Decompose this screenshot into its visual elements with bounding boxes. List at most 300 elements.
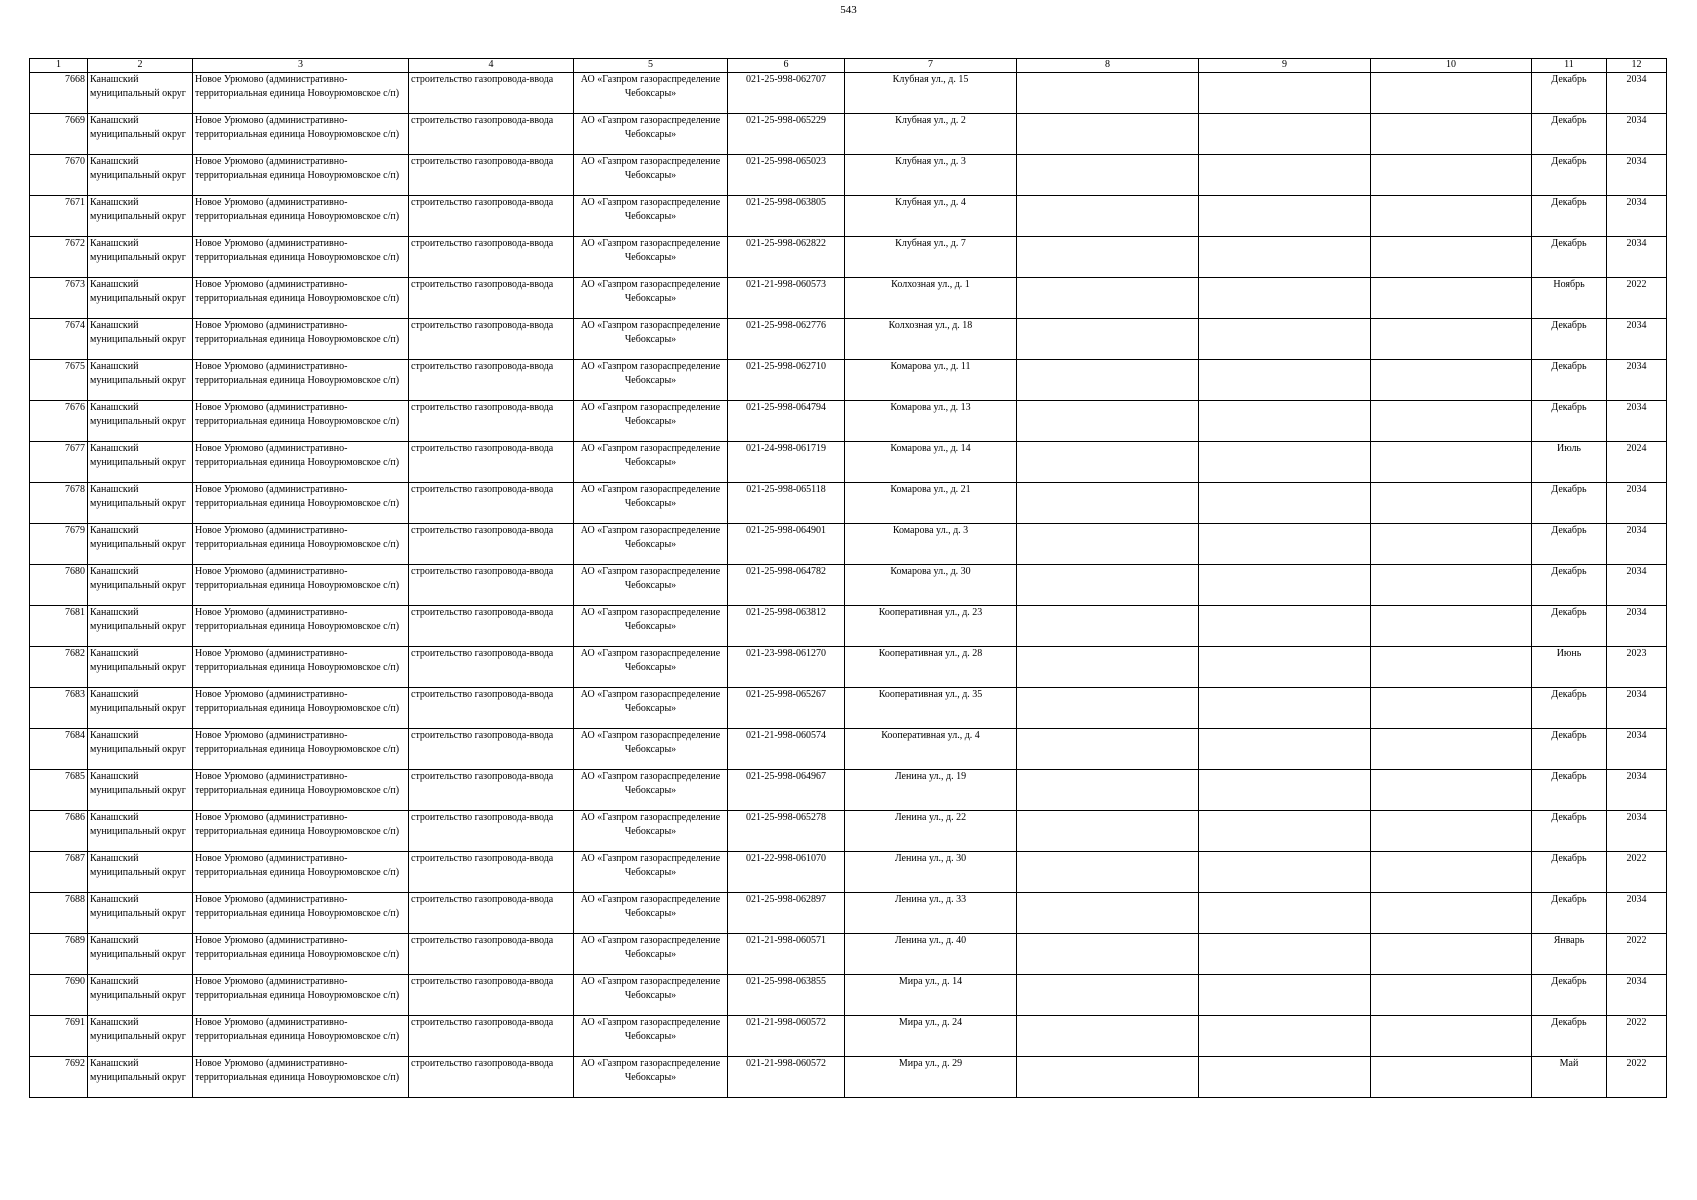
year-cell (1607, 155, 1667, 196)
address-cell (845, 606, 1017, 647)
year-cell-text: 2034 (1626, 238, 1647, 249)
row-number-cell-text: 7682 (65, 648, 85, 659)
year-cell-text: 2034 (1626, 689, 1647, 700)
row-number-cell-text: 7672 (65, 238, 85, 249)
locality-cell (193, 729, 409, 770)
object-code-cell-text: 021-25-998-065229 (746, 115, 826, 126)
work-type-cell-text: строительство газопровода-ввода (411, 1017, 554, 1028)
locality-cell (193, 196, 409, 237)
organization-cell (574, 606, 728, 647)
locality-cell-text: Новое Урюмово (административно-территориальная единица Новоурюмовское с/п) (195, 320, 400, 345)
column-number-row (30, 59, 1667, 73)
object-code-cell (728, 319, 845, 360)
district-cell-text: Канашский муниципальный округ (90, 689, 186, 714)
year-cell-text: 2022 (1626, 279, 1647, 290)
address-cell (845, 442, 1017, 483)
object-code-cell (728, 278, 845, 319)
object-code-cell (728, 114, 845, 155)
year-cell-text: 2022 (1626, 1058, 1647, 1069)
locality-cell (193, 975, 409, 1016)
row-number-cell (30, 483, 88, 524)
work-type-cell-text: строительство газопровода-ввода (411, 525, 554, 536)
column-8-cell (1017, 852, 1199, 893)
month-cell-text: Декабрь (1551, 74, 1587, 85)
month-cell (1532, 524, 1607, 565)
object-code-cell-text: 021-25-998-062776 (746, 320, 826, 331)
row-number-cell-text: 7685 (65, 771, 85, 782)
address-cell-text: Кооперативная ул., д. 4 (881, 730, 980, 741)
month-cell-text: Декабрь (1551, 402, 1587, 413)
month-cell (1532, 319, 1607, 360)
object-code-cell (728, 893, 845, 934)
month-cell-text: Декабрь (1551, 689, 1587, 700)
work-type-cell (409, 606, 574, 647)
month-cell (1532, 688, 1607, 729)
object-code-cell (728, 1057, 845, 1098)
year-cell-text: 2022 (1626, 935, 1647, 946)
address-cell (845, 73, 1017, 114)
object-code-cell (728, 647, 845, 688)
locality-cell-text: Новое Урюмово (административно-территориальная единица Новоурюмовское с/п) (195, 1058, 400, 1083)
locality-cell (193, 647, 409, 688)
work-type-cell-text: строительство газопровода-ввода (411, 279, 554, 290)
column-8-cell (1017, 155, 1199, 196)
district-cell-text: Канашский муниципальный округ (90, 607, 186, 632)
object-code-cell (728, 975, 845, 1016)
year-cell (1607, 606, 1667, 647)
locality-cell (193, 1016, 409, 1057)
month-cell (1532, 278, 1607, 319)
column-9-cell (1199, 934, 1371, 975)
object-code-cell (728, 155, 845, 196)
locality-cell-text: Новое Урюмово (административно-территориальная единица Новоурюмовское с/п) (195, 402, 400, 427)
address-cell-text: Комарова ул., д. 13 (890, 402, 971, 413)
month-cell (1532, 155, 1607, 196)
year-cell-text: 2034 (1626, 74, 1647, 85)
work-type-cell (409, 1016, 574, 1057)
table-row (30, 811, 1667, 852)
district-cell (88, 401, 193, 442)
work-type-cell (409, 688, 574, 729)
object-code-cell-text: 021-25-998-062822 (746, 238, 826, 249)
organization-cell (574, 770, 728, 811)
organization-cell (574, 688, 728, 729)
address-cell (845, 688, 1017, 729)
work-type-cell-text: строительство газопровода-ввода (411, 320, 554, 331)
locality-cell (193, 278, 409, 319)
work-type-cell-text: строительство газопровода-ввода (411, 361, 554, 372)
column-9-cell (1199, 114, 1371, 155)
object-code-cell (728, 934, 845, 975)
row-number-cell-text: 7689 (65, 935, 85, 946)
table-row (30, 360, 1667, 401)
district-cell-text: Канашский муниципальный округ (90, 812, 186, 837)
organization-cell-text: АО «Газпром газораспределение Чебоксары» (580, 320, 721, 345)
organization-cell-text: АО «Газпром газораспределение Чебоксары» (580, 771, 721, 796)
organization-cell (574, 893, 728, 934)
organization-cell-text: АО «Газпром газораспределение Чебоксары» (580, 402, 721, 427)
column-8-cell (1017, 524, 1199, 565)
column-10-cell (1371, 606, 1532, 647)
month-cell-text: Декабрь (1551, 976, 1587, 987)
row-number-cell (30, 1016, 88, 1057)
column-10-cell (1371, 934, 1532, 975)
locality-cell-text: Новое Урюмово (административно-территориальная единица Новоурюмовское с/п) (195, 976, 400, 1001)
organization-cell (574, 729, 728, 770)
column-10-cell (1371, 155, 1532, 196)
column-8-cell (1017, 73, 1199, 114)
row-number-cell (30, 401, 88, 442)
district-cell-text: Канашский муниципальный округ (90, 730, 186, 755)
row-number-cell (30, 237, 88, 278)
work-type-cell-text: строительство газопровода-ввода (411, 402, 554, 413)
month-cell-text: Ноябрь (1553, 279, 1585, 290)
row-number-cell-text: 7681 (65, 607, 85, 618)
address-cell-text: Клубная ул., д. 15 (892, 74, 969, 85)
work-type-cell-text: строительство газопровода-ввода (411, 607, 554, 618)
work-type-cell-text: строительство газопровода-ввода (411, 566, 554, 577)
work-type-cell (409, 729, 574, 770)
organization-cell (574, 565, 728, 606)
column-10-cell (1371, 114, 1532, 155)
column-9-cell (1199, 1057, 1371, 1098)
address-cell-text: Мира ул., д. 14 (898, 976, 963, 987)
object-code-cell-text: 021-24-998-061719 (746, 443, 826, 454)
table-row (30, 688, 1667, 729)
column-10-cell (1371, 196, 1532, 237)
table-row (30, 1016, 1667, 1057)
table-row (30, 565, 1667, 606)
row-number-cell-text: 7684 (65, 730, 85, 741)
address-cell-text: Комарова ул., д. 3 (892, 525, 969, 536)
work-type-cell-text: строительство газопровода-ввода (411, 1058, 554, 1069)
district-cell-text: Канашский муниципальный округ (90, 484, 186, 509)
registry-table (29, 58, 1667, 1098)
address-cell (845, 565, 1017, 606)
month-cell (1532, 73, 1607, 114)
organization-cell-text: АО «Газпром газораспределение Чебоксары» (580, 1017, 721, 1042)
column-9-cell (1199, 606, 1371, 647)
column-9-cell (1199, 524, 1371, 565)
month-cell-text: Декабрь (1551, 156, 1587, 167)
work-type-cell (409, 442, 574, 483)
object-code-cell-text: 021-21-998-060572 (746, 1058, 826, 1069)
year-cell (1607, 483, 1667, 524)
district-cell-text: Канашский муниципальный округ (90, 402, 186, 427)
table-row (30, 647, 1667, 688)
month-cell (1532, 401, 1607, 442)
work-type-cell-text: строительство газопровода-ввода (411, 156, 554, 167)
work-type-cell-text: строительство газопровода-ввода (411, 689, 554, 700)
organization-cell-text: АО «Газпром газораспределение Чебоксары» (580, 1058, 721, 1083)
year-cell (1607, 278, 1667, 319)
locality-cell (193, 360, 409, 401)
locality-cell (193, 401, 409, 442)
row-number-cell-text: 7673 (65, 279, 85, 290)
locality-cell-text: Новое Урюмово (административно-территориальная единица Новоурюмовское с/п) (195, 115, 400, 140)
organization-cell (574, 852, 728, 893)
organization-cell-text: АО «Газпром газораспределение Чебоксары» (580, 74, 721, 99)
locality-cell (193, 811, 409, 852)
address-cell-text: Комарова ул., д. 11 (890, 361, 971, 372)
column-8-cell (1017, 483, 1199, 524)
object-code-cell (728, 360, 845, 401)
work-type-cell (409, 852, 574, 893)
locality-cell-text: Новое Урюмово (административно-территориальная единица Новоурюмовское с/п) (195, 74, 400, 99)
object-code-cell-text: 021-25-998-065267 (746, 689, 826, 700)
year-cell-text: 2024 (1626, 443, 1647, 454)
table-row (30, 934, 1667, 975)
year-cell (1607, 319, 1667, 360)
column-10-cell (1371, 770, 1532, 811)
year-cell-text: 2034 (1626, 812, 1647, 823)
month-cell-text: Декабрь (1551, 894, 1587, 905)
work-type-cell (409, 1057, 574, 1098)
district-cell (88, 196, 193, 237)
object-code-cell (728, 1016, 845, 1057)
locality-cell-text: Новое Урюмово (административно-территориальная единица Новоурюмовское с/п) (195, 443, 400, 468)
month-cell-text: Июль (1557, 443, 1581, 454)
table-row (30, 73, 1667, 114)
address-cell (845, 975, 1017, 1016)
work-type-cell (409, 237, 574, 278)
district-cell (88, 934, 193, 975)
month-cell-text: Декабрь (1551, 771, 1587, 782)
organization-cell (574, 1057, 728, 1098)
object-code-cell-text: 021-25-998-065278 (746, 812, 826, 823)
work-type-cell-text: строительство газопровода-ввода (411, 238, 554, 249)
column-10-cell (1371, 237, 1532, 278)
row-number-cell (30, 934, 88, 975)
locality-cell (193, 852, 409, 893)
column-header: 10 (1371, 59, 1532, 73)
organization-cell (574, 319, 728, 360)
month-cell-text: Декабрь (1551, 320, 1587, 331)
district-cell (88, 606, 193, 647)
organization-cell-text: АО «Газпром газораспределение Чебоксары» (580, 689, 721, 714)
column-10-cell (1371, 688, 1532, 729)
table-row (30, 1057, 1667, 1098)
object-code-cell (728, 524, 845, 565)
district-cell-text: Канашский муниципальный округ (90, 1058, 186, 1083)
address-cell-text: Ленина ул., д. 22 (894, 812, 967, 823)
district-cell (88, 811, 193, 852)
column-10-cell (1371, 975, 1532, 1016)
year-cell-text: 2022 (1626, 1017, 1647, 1028)
object-code-cell-text: 021-21-998-060572 (746, 1017, 826, 1028)
address-cell (845, 811, 1017, 852)
district-cell (88, 73, 193, 114)
organization-cell-text: АО «Газпром газораспределение Чебоксары» (580, 648, 721, 673)
year-cell (1607, 401, 1667, 442)
address-cell-text: Комарова ул., д. 30 (890, 566, 971, 577)
column-9-cell (1199, 237, 1371, 278)
organization-cell-text: АО «Газпром газораспределение Чебоксары» (580, 156, 721, 181)
locality-cell-text: Новое Урюмово (административно-территориальная единица Новоурюмовское с/п) (195, 648, 400, 673)
district-cell (88, 360, 193, 401)
address-cell (845, 401, 1017, 442)
row-number-cell (30, 770, 88, 811)
column-8-cell (1017, 770, 1199, 811)
object-code-cell-text: 021-21-998-060574 (746, 730, 826, 741)
address-cell (845, 647, 1017, 688)
work-type-cell-text: строительство газопровода-ввода (411, 74, 554, 85)
year-cell-text: 2034 (1626, 894, 1647, 905)
locality-cell (193, 442, 409, 483)
month-cell (1532, 565, 1607, 606)
column-10-cell (1371, 893, 1532, 934)
column-9-cell (1199, 401, 1371, 442)
work-type-cell-text: строительство газопровода-ввода (411, 853, 554, 864)
month-cell (1532, 114, 1607, 155)
column-10-cell (1371, 483, 1532, 524)
address-cell (845, 278, 1017, 319)
work-type-cell (409, 319, 574, 360)
column-8-cell (1017, 196, 1199, 237)
column-10-cell (1371, 565, 1532, 606)
row-number-cell (30, 278, 88, 319)
address-cell (845, 196, 1017, 237)
column-8-cell (1017, 401, 1199, 442)
year-cell-text: 2034 (1626, 976, 1647, 987)
column-9-cell (1199, 196, 1371, 237)
organization-cell (574, 196, 728, 237)
organization-cell (574, 934, 728, 975)
object-code-cell-text: 021-25-998-065118 (746, 484, 826, 495)
work-type-cell (409, 811, 574, 852)
district-cell (88, 770, 193, 811)
column-9-cell (1199, 647, 1371, 688)
address-cell-text: Клубная ул., д. 4 (895, 197, 966, 208)
month-cell-text: Декабрь (1551, 525, 1587, 536)
address-cell (845, 1016, 1017, 1057)
address-cell (845, 237, 1017, 278)
object-code-cell (728, 483, 845, 524)
column-10-cell (1371, 278, 1532, 319)
work-type-cell (409, 565, 574, 606)
column-9-cell (1199, 483, 1371, 524)
district-cell-text: Канашский муниципальный округ (90, 1017, 186, 1042)
table-row (30, 319, 1667, 360)
district-cell (88, 524, 193, 565)
column-8-cell (1017, 811, 1199, 852)
column-header: 9 (1199, 59, 1371, 73)
month-cell-text: Декабрь (1551, 607, 1587, 618)
object-code-cell-text: 021-21-998-060571 (746, 935, 826, 946)
locality-cell-text: Новое Урюмово (административно-территориальная единица Новоурюмовское с/п) (195, 484, 400, 509)
district-cell (88, 483, 193, 524)
organization-cell-text: АО «Газпром газораспределение Чебоксары» (580, 197, 721, 222)
month-cell (1532, 975, 1607, 1016)
work-type-cell (409, 196, 574, 237)
work-type-cell (409, 73, 574, 114)
column-8-cell (1017, 606, 1199, 647)
month-cell (1532, 606, 1607, 647)
district-cell (88, 155, 193, 196)
work-type-cell-text: строительство газопровода-ввода (411, 935, 554, 946)
column-8-cell (1017, 729, 1199, 770)
work-type-cell-text: строительство газопровода-ввода (411, 894, 554, 905)
district-cell-text: Канашский муниципальный округ (90, 443, 186, 468)
work-type-cell (409, 975, 574, 1016)
object-code-cell (728, 729, 845, 770)
locality-cell (193, 770, 409, 811)
year-cell (1607, 688, 1667, 729)
district-cell-text: Канашский муниципальный округ (90, 976, 186, 1001)
table-row (30, 893, 1667, 934)
year-cell (1607, 729, 1667, 770)
column-10-cell (1371, 360, 1532, 401)
column-9-cell (1199, 155, 1371, 196)
work-type-cell (409, 647, 574, 688)
address-cell (845, 155, 1017, 196)
organization-cell (574, 647, 728, 688)
table-row (30, 278, 1667, 319)
column-9-cell (1199, 319, 1371, 360)
district-cell (88, 1016, 193, 1057)
year-cell (1607, 647, 1667, 688)
organization-cell-text: АО «Газпром газораспределение Чебоксары» (580, 279, 721, 304)
district-cell-text: Канашский муниципальный округ (90, 525, 186, 550)
year-cell-text: 2034 (1626, 115, 1647, 126)
locality-cell (193, 934, 409, 975)
row-number-cell-text: 7691 (65, 1017, 85, 1028)
object-code-cell-text: 021-25-998-062710 (746, 361, 826, 372)
work-type-cell (409, 155, 574, 196)
table-row (30, 237, 1667, 278)
row-number-cell (30, 360, 88, 401)
column-9-cell (1199, 360, 1371, 401)
month-cell-text: Декабрь (1551, 730, 1587, 741)
work-type-cell (409, 360, 574, 401)
column-9-cell (1199, 442, 1371, 483)
address-cell (845, 852, 1017, 893)
address-cell-text: Ленина ул., д. 30 (894, 853, 967, 864)
year-cell-text: 2034 (1626, 607, 1647, 618)
locality-cell (193, 893, 409, 934)
address-cell-text: Мира ул., д. 24 (898, 1017, 963, 1028)
month-cell (1532, 1016, 1607, 1057)
row-number-cell-text: 7687 (65, 853, 85, 864)
organization-cell (574, 401, 728, 442)
address-cell (845, 729, 1017, 770)
year-cell (1607, 442, 1667, 483)
address-cell-text: Мира ул., д. 29 (898, 1058, 963, 1069)
work-type-cell (409, 524, 574, 565)
row-number-cell-text: 7692 (65, 1058, 85, 1069)
month-cell (1532, 442, 1607, 483)
year-cell (1607, 565, 1667, 606)
district-cell-text: Канашский муниципальный округ (90, 197, 186, 222)
row-number-cell (30, 442, 88, 483)
column-10-cell (1371, 729, 1532, 770)
row-number-cell (30, 565, 88, 606)
month-cell (1532, 729, 1607, 770)
year-cell (1607, 114, 1667, 155)
month-cell-text: Январь (1553, 935, 1585, 946)
column-9-cell (1199, 1016, 1371, 1057)
month-cell-text: Май (1559, 1058, 1579, 1069)
object-code-cell (728, 442, 845, 483)
locality-cell-text: Новое Урюмово (административно-территориальная единица Новоурюмовское с/п) (195, 197, 400, 222)
row-number-cell (30, 524, 88, 565)
year-cell-text: 2034 (1626, 566, 1647, 577)
address-cell-text: Клубная ул., д. 2 (895, 115, 966, 126)
column-10-cell (1371, 852, 1532, 893)
district-cell-text: Канашский муниципальный округ (90, 238, 186, 263)
column-10-cell (1371, 811, 1532, 852)
address-cell-text: Ленина ул., д. 19 (894, 771, 967, 782)
